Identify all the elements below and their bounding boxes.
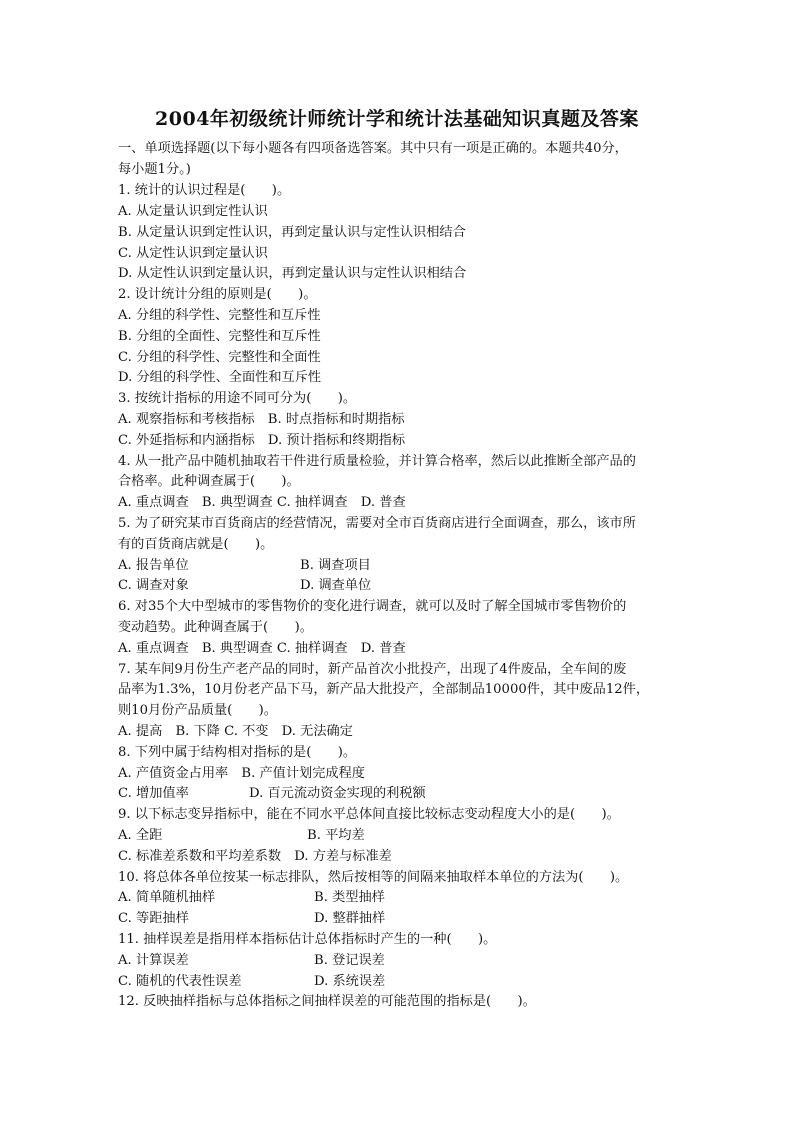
question-11-option-c: C. 随机的代表性误差: [118, 974, 242, 989]
question-9-option-a: A. 全距: [118, 828, 163, 843]
question-6-stem-cont: 变动趋势。此种调查属于( )。: [118, 620, 313, 635]
section-heading-cont: 每小题1分。): [118, 162, 191, 177]
question-2-option-c: C. 分组的科学性、完整性和全面性: [118, 350, 321, 365]
question-5-option-d: D. 调查单位: [300, 578, 372, 593]
page-title: 2004年初级统计师统计学和统计法基础知识真题及答案: [155, 108, 639, 130]
question-11-option-b: B. 登记误差: [314, 953, 385, 968]
question-11-stem: 11. 抽样误差是指用样本指标估计总体指标时产生的一种( )。: [118, 932, 497, 947]
question-4-options: A. 重点调查 B. 典型调查 C. 抽样调查 D. 普查: [118, 495, 406, 510]
question-5-option-a: A. 报告单位: [118, 558, 189, 573]
question-11-option-a: A. 计算误差: [118, 953, 189, 968]
question-9-options-cd: C. 标准差系数和平均差系数 D. 方差与标准差: [118, 849, 392, 864]
question-10-option-b: B. 类型抽样: [314, 890, 385, 905]
question-1-option-a: A. 从定量认识到定性认识: [118, 204, 268, 219]
question-2-option-d: D. 分组的科学性、全面性和互斥性: [118, 370, 322, 385]
question-8-option-c: C. 增加值率: [118, 786, 189, 801]
question-8-option-d: D. 百元流动资金实现的利税额: [249, 786, 426, 801]
question-6-options: A. 重点调查 B. 典型调查 C. 抽样调查 D. 普查: [118, 641, 406, 656]
question-8-options-ab: A. 产值资金占用率 B. 产值计划完成程度: [118, 766, 365, 781]
question-10-stem: 10. 将总体各单位按某一标志排队，然后按相等的间隔来抽取样本单位的方法为( )。: [118, 870, 629, 885]
question-6-stem: 6. 对35个大中型城市的零售物价的变化进行调查，就可以及时了解全国城市零售物价的: [118, 599, 627, 614]
question-2-option-a: A. 分组的科学性、完整性和互斥性: [118, 308, 321, 323]
question-10-option-a: A. 简单随机抽样: [118, 890, 216, 905]
question-7-options: A. 提高 B. 下降 C. 不变 D. 无法确定: [118, 724, 353, 739]
question-7-stem-cont: 品率为1.3%，10月份老产品下马，新产品大批投产，全部制品10000件，其中废品12件，: [118, 682, 650, 697]
question-1-option-d: D. 从定性认识到定量认识，再到定量认识与定性认识相结合: [118, 266, 467, 281]
question-1-stem: 1. 统计的认识过程是( )。: [118, 183, 291, 198]
question-5-stem: 5. 为了研究某市百货商店的经营情况，需要对全市百货商店进行全面调查，那么，该市所: [118, 516, 636, 531]
question-2-stem: 2. 设计统计分组的原则是( )。: [118, 287, 317, 302]
question-3-options-cd: C. 外延指标和内涵指标 D. 预计指标和终期指标: [118, 433, 406, 448]
section-heading: 一、单项选择题(以下每小题各有四项备选答案。其中只有一项是正确的。本题共40分，: [118, 141, 628, 156]
question-3-stem: 3. 按统计指标的用途不同可分为( )。: [118, 391, 357, 406]
question-4-stem: 4. 从一批产品中随机抽取若干件进行质量检验，并计算合格率，然后以此推断全部产品的: [118, 454, 636, 469]
question-4-stem-cont: 合格率。此种调查属于( )。: [118, 474, 300, 489]
question-3-options-ab: A. 观察指标和考核指标 B. 时点指标和时期指标: [118, 412, 405, 427]
question-5-stem-cont: 有的百货商店就是( )。: [118, 537, 274, 552]
question-9-option-b: B. 平均差: [307, 828, 365, 843]
question-1-option-c: C. 从定性认识到定量认识: [118, 246, 268, 261]
question-8-stem: 8. 下列中属于结构相对指标的是( )。: [118, 745, 357, 760]
question-12-stem: 12. 反映抽样指标与总体指标之间抽样误差的可能范围的指标是( )。: [118, 994, 536, 1009]
question-9-stem: 9. 以下标志变异指标中，能在不同水平总体间直接比较标志变动程度大小的是( )。: [118, 807, 620, 822]
question-2-option-b: B. 分组的全面性、完整性和互斥性: [118, 329, 321, 344]
question-11-option-d: D. 系统误差: [314, 974, 386, 989]
question-7-stem-cont-2: 则10月份产品质量( )。: [118, 703, 277, 718]
question-1-option-b: B. 从定量认识到定性认识，再到定量认识与定性认识相结合: [118, 225, 466, 240]
question-5-option-c: C. 调查对象: [118, 578, 189, 593]
question-5-option-b: B. 调查项目: [300, 558, 371, 573]
question-10-option-c: C. 等距抽样: [118, 911, 189, 926]
question-10-option-d: D. 整群抽样: [314, 911, 386, 926]
question-7-stem: 7. 某车间9月份生产老产品的同时，新产品首次小批投产，出现了4件废品，全车间的废: [118, 662, 627, 677]
